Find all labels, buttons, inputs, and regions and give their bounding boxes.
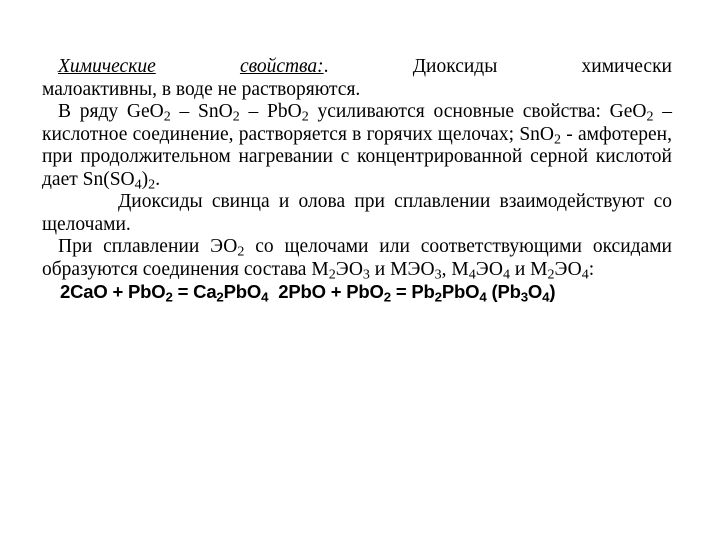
eq2-part-f: ) bbox=[549, 281, 556, 302]
p2-text-1: В ряду GeO bbox=[58, 101, 164, 122]
p2-sub-5: 2 bbox=[554, 131, 562, 147]
p4-text-9: : bbox=[588, 258, 595, 280]
p2-sub-6: 4 bbox=[134, 176, 142, 192]
p4-sub-1: 2 bbox=[237, 243, 245, 260]
p2-text-4: усиливаются основные свойства: GeO bbox=[308, 101, 647, 122]
p2-text-6: - амфотерен, при продолжительном нагревании с концентрированной серной кислотой дает Sn(SO bbox=[42, 123, 672, 190]
p2-sub-2: 2 bbox=[232, 108, 240, 125]
eq2-sub-5: 4 bbox=[542, 289, 550, 305]
equation-2 bbox=[278, 281, 556, 305]
p4-sub-5: 4 bbox=[468, 266, 476, 282]
p2-text-2: – SnO bbox=[170, 101, 233, 122]
p4-text-7: и M bbox=[509, 258, 548, 280]
eq2-sub-3: 4 bbox=[479, 289, 487, 305]
section-heading bbox=[42, 56, 672, 79]
p2-text-8: . bbox=[155, 168, 161, 190]
heading-word-chemical: Химические bbox=[58, 56, 156, 77]
p2-sub-1: 2 bbox=[163, 108, 171, 125]
eq1-part-c: PbO bbox=[223, 281, 262, 302]
eq2-sub-1: 2 bbox=[383, 289, 391, 305]
heading-word-properties: свойства: bbox=[239, 56, 324, 77]
paragraph-2 bbox=[42, 101, 672, 191]
p4-sub-3: 3 bbox=[362, 266, 370, 282]
equations-line bbox=[42, 281, 672, 304]
p4-text-8: ЭО bbox=[554, 258, 582, 280]
eq1-sub-2: 2 bbox=[216, 289, 224, 305]
p2-text-3: – PbO bbox=[239, 101, 302, 122]
p4-sub-7: 2 bbox=[547, 266, 555, 282]
p2-text-7: ) bbox=[141, 168, 149, 190]
p2-sub-4: 2 bbox=[646, 108, 654, 125]
slide-body bbox=[42, 56, 672, 304]
heading-word-dioxides: Диоксиды bbox=[412, 56, 498, 77]
p4-sub-4: 3 bbox=[434, 266, 442, 282]
eq2-part-b: = Pb bbox=[390, 281, 435, 302]
paragraph-1-tail: малоактивны, в воде не растворяются. bbox=[42, 78, 361, 100]
paragraph-4 bbox=[42, 236, 672, 281]
p4-sub-8: 4 bbox=[581, 266, 589, 282]
heading-dot: . bbox=[323, 56, 329, 77]
eq1-sub-3: 4 bbox=[261, 289, 269, 305]
eq2-part-c: PbO bbox=[441, 281, 480, 302]
eq1-sub-1: 2 bbox=[165, 289, 173, 305]
p4-sub-2: 2 bbox=[328, 266, 336, 282]
p4-sub-6: 4 bbox=[502, 266, 510, 282]
eq2-part-e: O bbox=[527, 281, 543, 302]
heading-word-chemically: химически bbox=[581, 56, 672, 77]
p2-sub-7: 2 bbox=[148, 176, 156, 192]
p4-text-6: ЭО bbox=[475, 258, 503, 280]
p4-text-1: При сплавлении ЭО bbox=[58, 236, 238, 257]
eq2-part-a: 2PbO + PbO bbox=[278, 281, 384, 302]
eq2-sub-4: 3 bbox=[520, 289, 528, 305]
paragraph-3: Диоксиды свинца и олова при сплавлении взаимодействуют со щелочами. bbox=[42, 191, 672, 235]
p4-text-3: ЭО bbox=[335, 258, 363, 280]
p2-sub-3: 2 bbox=[301, 108, 309, 125]
eq2-part-d: (Pb bbox=[486, 281, 521, 302]
eq1-part-b: = Ca bbox=[172, 281, 217, 302]
p4-text-4: и MЭО bbox=[369, 258, 435, 280]
eq1-part-a: 2CaO + PbO bbox=[60, 281, 166, 302]
p2-text-5: – кислотное соединение, растворяется в горячих щелочах; SnO bbox=[42, 101, 672, 145]
p4-text-5: , M bbox=[441, 258, 469, 280]
eq2-sub-2: 2 bbox=[434, 289, 442, 305]
equation-1 bbox=[60, 281, 269, 305]
p4-text-2: со щелочами или соответствующими оксидами образуются соединения состава M bbox=[42, 236, 672, 280]
